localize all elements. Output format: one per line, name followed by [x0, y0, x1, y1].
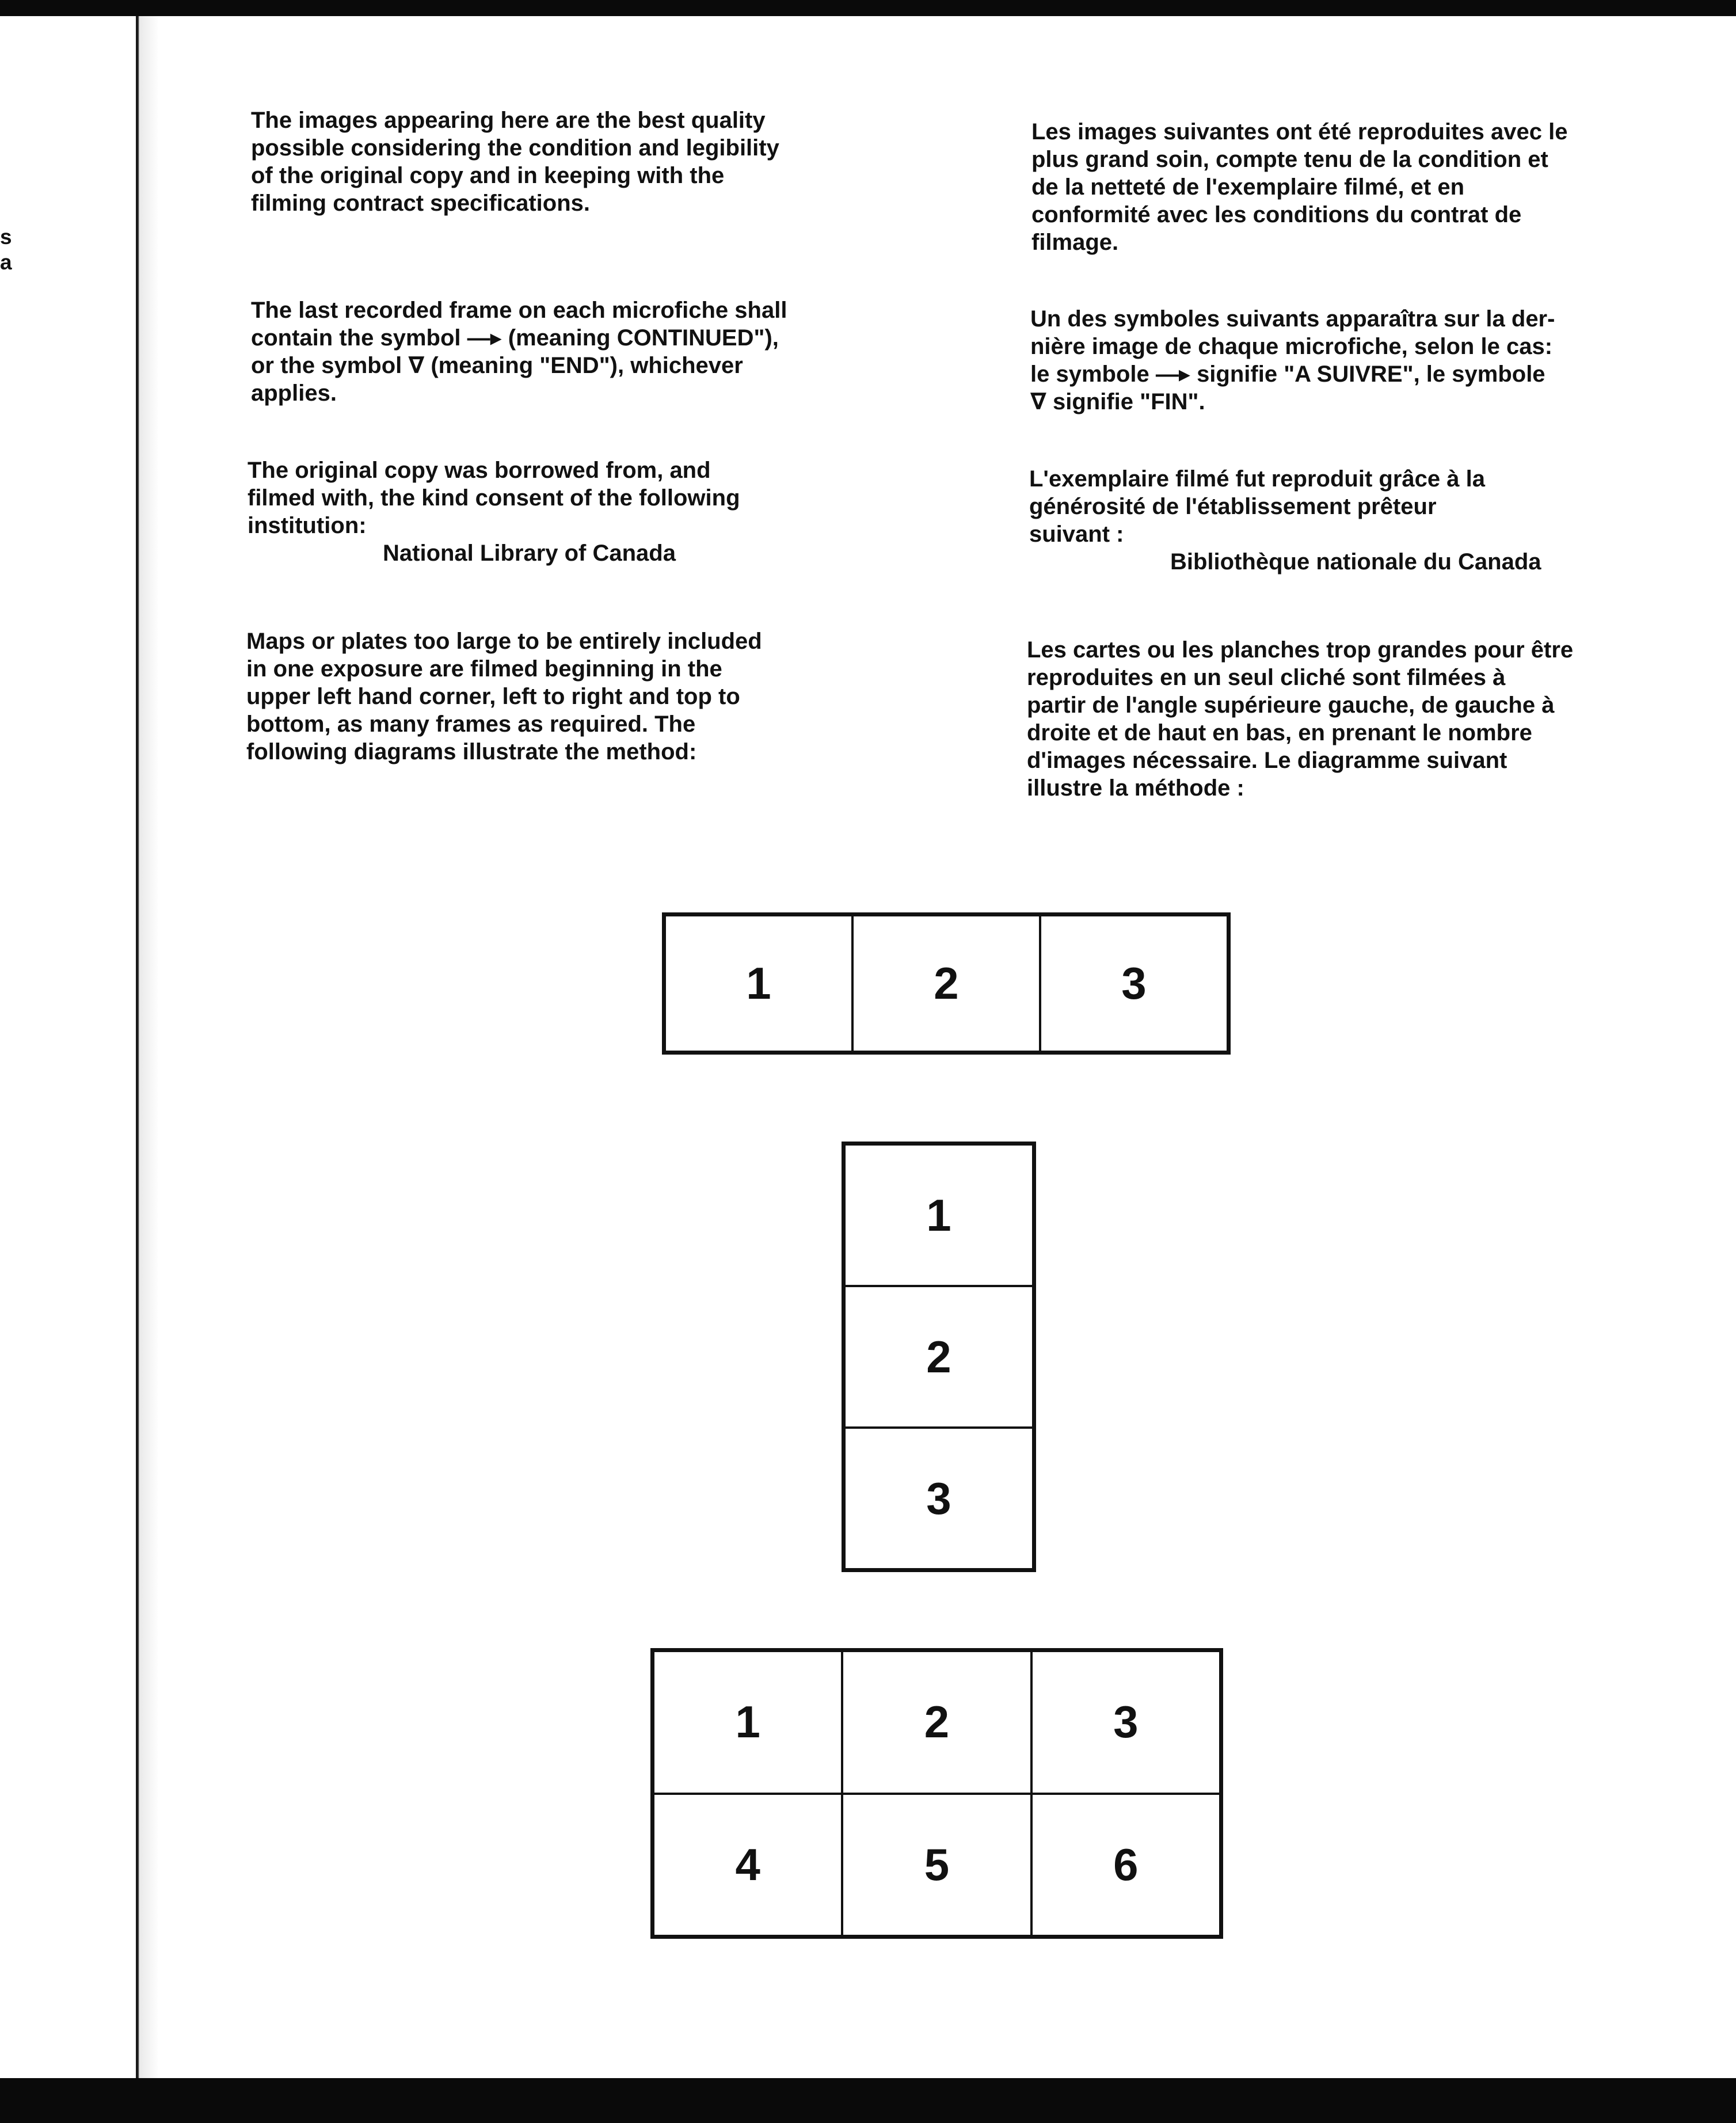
text-line: possible considering the condition and legibility	[251, 135, 779, 161]
frame-cell: 1	[665, 915, 852, 1052]
english-paragraph-institution	[248, 456, 740, 567]
english-paragraph-symbols	[251, 296, 787, 407]
text-line: partir de l'angle supérieure gauche, de gauche à	[1027, 693, 1555, 718]
text-line: filmed with, the kind consent of the following	[248, 485, 740, 511]
text-line: suivant :	[1029, 522, 1124, 547]
text-line: applies.	[251, 381, 337, 406]
frame-cell: 2	[842, 1651, 1031, 1794]
text-line: The images appearing here are the best quality	[251, 108, 766, 133]
english-paragraph-maps	[246, 627, 762, 766]
margin-fragment-line: a	[0, 250, 12, 274]
text-line: reproduites en un seul cliché sont filmées à	[1027, 665, 1506, 690]
text-line: The last recorded frame on each microfiche shall	[251, 298, 787, 323]
text-line: d'images nécessaire. Le diagramme suivant	[1027, 748, 1507, 773]
french-paragraph-symbols	[1030, 305, 1555, 416]
frame-cell: 4	[653, 1794, 842, 1936]
text-line: générosité de l'établissement prêteur	[1029, 494, 1437, 519]
frame-cell: 6	[1031, 1794, 1220, 1936]
text-line: Un des symboles suivants apparaîtra sur la der-	[1030, 306, 1555, 332]
frame-cell: 2	[852, 915, 1040, 1052]
text-line: conformité avec les conditions du contrat de	[1031, 202, 1522, 227]
text-line: filming contract specifications.	[251, 191, 591, 216]
scan-border-top	[0, 0, 1736, 16]
frame-cell: 1	[653, 1651, 842, 1794]
text-line: Les cartes ou les planches trop grandes pour être	[1027, 637, 1574, 663]
text-line: in one exposure are filmed beginning in the	[246, 656, 722, 682]
text-line: of the original copy and in keeping with the	[251, 163, 725, 188]
text-line: ∇ signifie "FIN".	[1030, 389, 1205, 414]
text-line: droite et de haut en bas, en prenant le nombre	[1027, 720, 1532, 745]
text-line: The original copy was borrowed from, and	[248, 458, 711, 483]
scan-border-bottom	[0, 2078, 1736, 2123]
institution-name-french: Bibliothèque nationale du Canada	[1170, 549, 1541, 574]
text-line: or the symbol ∇ (meaning "END"), whichever	[251, 353, 743, 378]
text-line: de la netteté de l'exemplaire filmé, et en	[1031, 174, 1465, 200]
text-line: Les images suivantes ont été reproduites avec le	[1031, 119, 1568, 144]
diagram-horizontal	[662, 912, 1231, 1055]
margin-fragment	[0, 225, 17, 275]
frame-cell: 2	[844, 1286, 1033, 1428]
frame-cell: 1	[844, 1144, 1033, 1286]
text-line: upper left hand corner, left to right and top to	[246, 684, 740, 709]
text-line: L'exemplaire filmé fut reproduit grâce à la	[1029, 466, 1485, 492]
text-line: institution:	[248, 513, 367, 538]
institution-name-english: National Library of Canada	[383, 541, 676, 566]
french-paragraph-quality	[1031, 118, 1567, 256]
text-line: bottom, as many frames as required. The	[246, 712, 696, 737]
text-line: illustre la méthode :	[1027, 775, 1244, 801]
diagram-grid	[650, 1648, 1223, 1939]
frame-cell: 3	[844, 1428, 1033, 1569]
french-paragraph-institution	[1029, 465, 1541, 576]
text-line: following diagrams illustrate the method:	[246, 739, 697, 764]
text-line: le symbole —▸ signifie "A SUIVRE", le symbole	[1030, 362, 1545, 387]
text-line: plus grand soin, compte tenu de la condition et	[1031, 147, 1548, 172]
text-line: filmage.	[1031, 230, 1119, 255]
french-paragraph-maps	[1027, 636, 1573, 802]
page-edge	[136, 16, 159, 2078]
text-line: nière image de chaque microfiche, selon le cas:	[1030, 334, 1553, 359]
diagram-vertical	[842, 1142, 1036, 1572]
frame-cell: 5	[842, 1794, 1031, 1936]
frame-cell: 3	[1040, 915, 1228, 1052]
text-line: contain the symbol —▸ (meaning CONTINUED"),	[251, 325, 779, 351]
text-line: Maps or plates too large to be entirely included	[246, 629, 762, 654]
english-paragraph-quality	[251, 106, 779, 217]
frame-cell: 3	[1031, 1651, 1220, 1794]
margin-fragment-line: s	[0, 225, 12, 249]
